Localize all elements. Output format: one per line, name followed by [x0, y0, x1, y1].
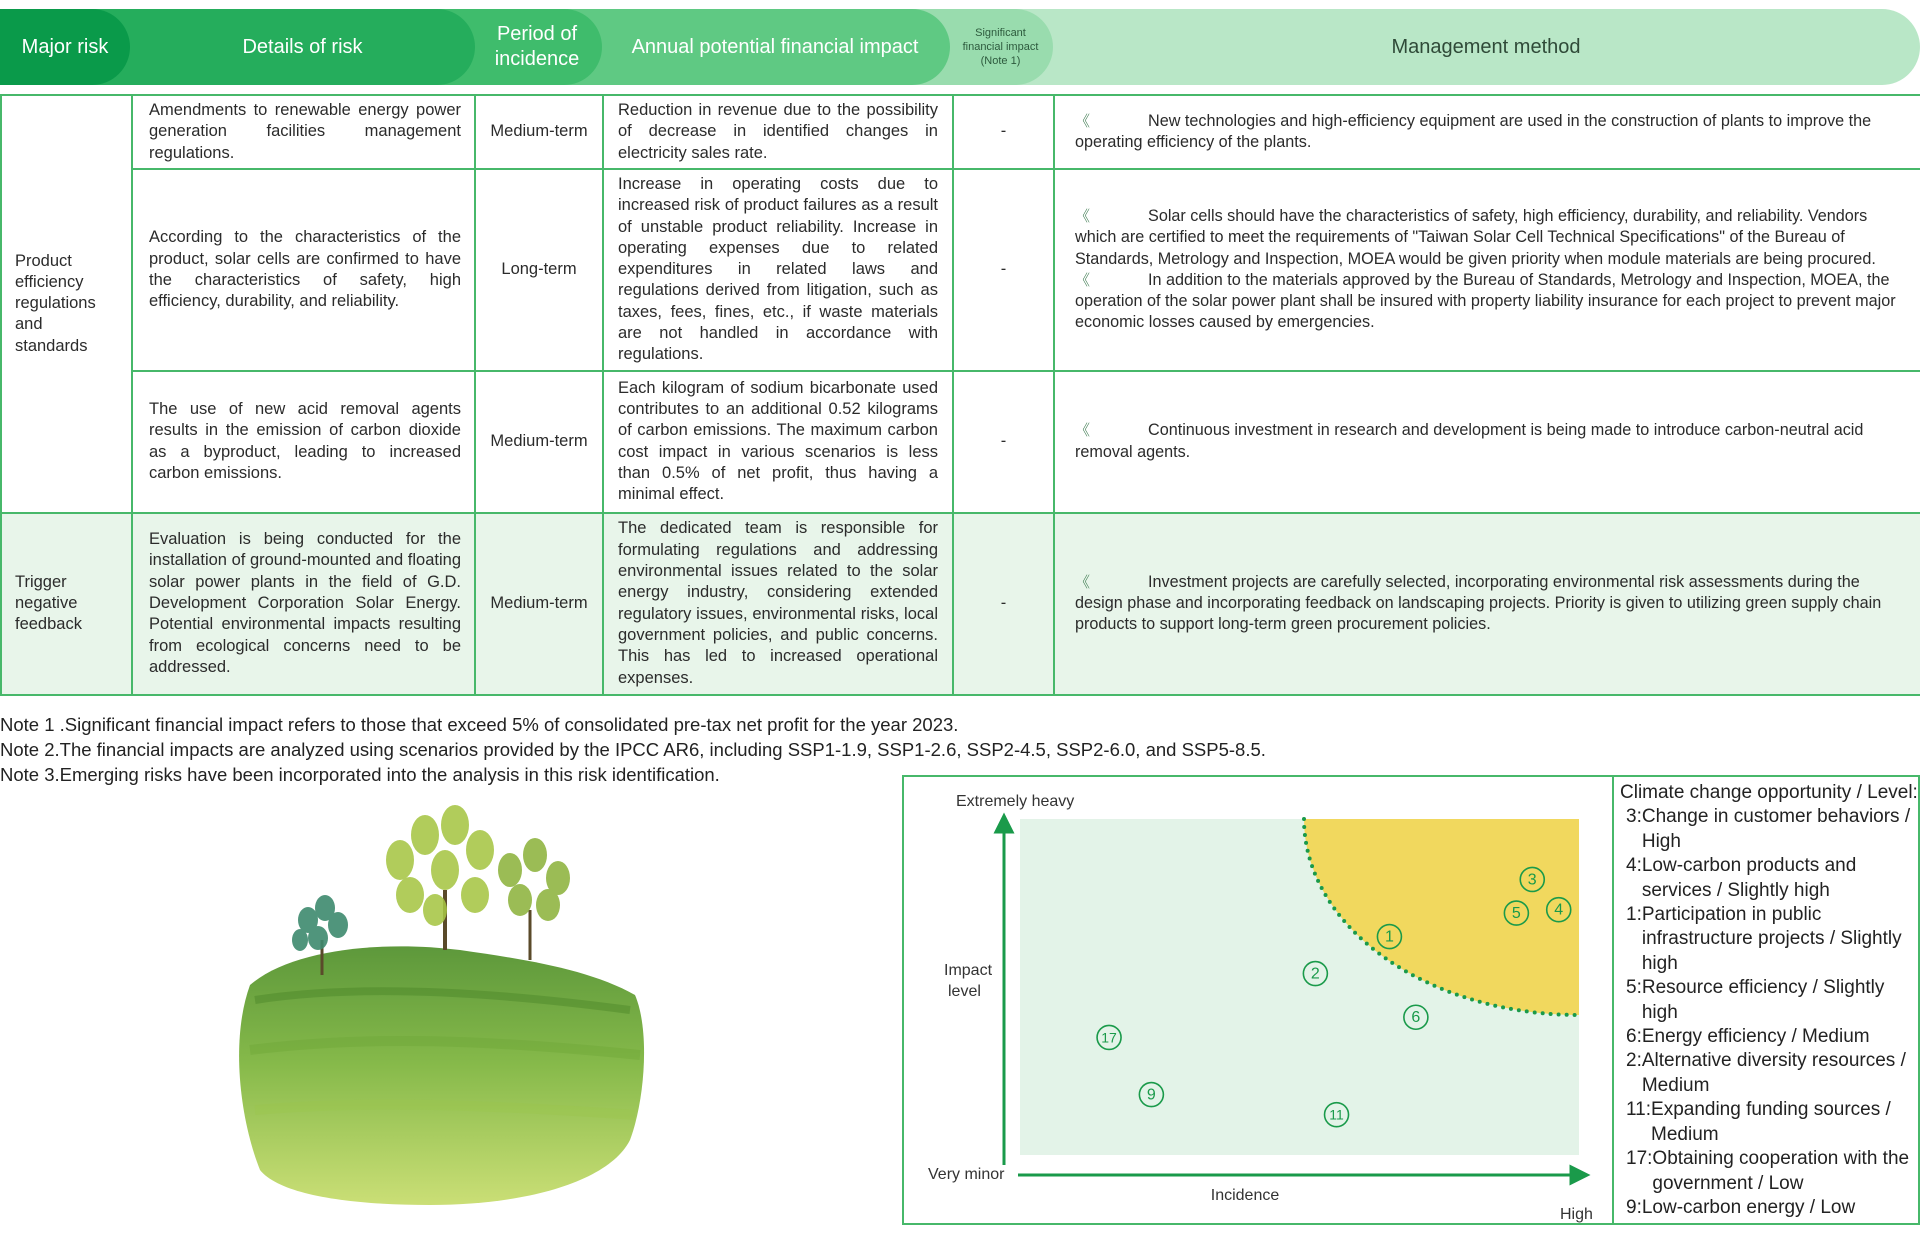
legend-item-number: 17 [1626, 1148, 1648, 1170]
period-cell: Long-term [475, 169, 603, 371]
point-label: 3 [1527, 871, 1537, 889]
header-significant: Significant financial impact (Note 1) [0, 9, 1053, 85]
significant-cell: - [953, 371, 1054, 513]
point-label: 1 [1384, 928, 1394, 946]
header-period: Period of incidence [0, 9, 602, 85]
management-cell: 《 Solar cells should have the characteristics of safety, high efficiency, durability, and reliability. Vendors which are certified to meet the requirements of "Taiwan Solar Cell Technical Specifications" of the Bureau of Standards, Metrology and Inspection, MOEA would be given priority when module materials are being procured. 《 In addition to the materials approved by the Bureau of Standards, Metrology and Inspection, MOEA, the operation of the solar power plant shall be insured with property liability insurance for each project to prevent major economic losses caused by emergencies. [1054, 169, 1920, 371]
legend-item-text: Participation in public infrastructure projects / Slightly high [1641, 904, 1902, 974]
impact-cell: Each kilogram of sodium bicarbonate used contributes to an additional 0.52 kilograms of carbon emissions. The maximum carbon cost impact in various scenarios is less than 0.5% of net profit, thus having a minimal effect. [603, 371, 953, 513]
detail-cell: According to the characteristics of the product, solar cells are confirmed to have the characteristics of safety, high efficiency, durability, and reliability. [132, 169, 475, 371]
table-header [0, 9, 1920, 85]
legend-item-number: 5 [1626, 977, 1637, 999]
legend-item [1620, 805, 1918, 854]
point-label: 9 [1146, 1086, 1156, 1104]
legend-item-text: Low-carbon products and services / Slightly high [1641, 855, 1857, 901]
legend-item [1620, 1147, 1918, 1196]
management-cell: 《 Investment projects are carefully selected, incorporating environmental risk assessments during the design phase and incorporating feedback on landscaping projects. Priority is given to utilizing green supply chain products to support long-term green procurement policies. [1054, 513, 1920, 695]
legend-item-colon: : [1636, 806, 1642, 828]
x-end-label: High [1560, 1206, 1593, 1223]
management-cell: 《 New technologies and high-efficiency equipment are used in the construction of plants to improve the operating efficiency of the plants. [1054, 95, 1920, 169]
y-top-label: Extremely heavy [956, 793, 1075, 810]
watercolor-hill-illustration [230, 800, 670, 1220]
y-axis-label-line-2: level [948, 983, 981, 1000]
note-2: Note 2.The financial impacts are analyzed using scenarios provided by the IPCC AR6, including SSP1-1.9, SSP1-2.6, SSP2-4.5, SSP2-6.0, and SSP5-8.5. [0, 739, 1266, 760]
legend-item-colon: : [1636, 1050, 1642, 1072]
legend-item-colon: : [1636, 977, 1642, 999]
bullet-icon: 《 [1075, 112, 1091, 130]
legend-item-number: 4 [1626, 855, 1637, 877]
header-management: Management method [0, 9, 1920, 85]
legend-title: Climate change opportunity / Level: [1620, 782, 1918, 803]
header-annual-impact: Annual potential financial impact [0, 9, 950, 85]
legend-item-colon: : [1636, 855, 1642, 877]
significant-cell: - [953, 169, 1054, 371]
note-1: Note 1 .Significant financial impact refers to those that exceed 5% of consolidated pre-tax net profit for the year 2023. [0, 714, 959, 735]
legend-item [1620, 1196, 1918, 1220]
note-3: Note 3.Emerging risks have been incorporated into the analysis in this risk identification. [0, 764, 720, 785]
header-details: Details of risk [0, 9, 475, 85]
legend-item-colon: : [1636, 1196, 1642, 1218]
detail-cell: Evaluation is being conducted for the installation of ground-mounted and floating solar power plants in the field of G.D. Development Corporation Solar Energy. Potential environmental impacts resulting from ecological concerns need to be addressed. [132, 513, 475, 695]
detail-cell: The use of new acid removal agents results in the emission of carbon dioxide as a byproduct, leading to increased carbon emissions. [132, 371, 475, 513]
matrix-svg [904, 777, 1615, 1227]
point-label: 17 [1101, 1029, 1117, 1046]
impact-cell: Increase in operating costs due to increased risk of product failures as a result of unstable product reliability. Increase in operating expenses due to related expenditures in related laws and regulations derived from litigation, such as taxes, fees, fines, etc., if waste materials are not handled in accordance with regulations. [603, 169, 953, 371]
point-label: 5 [1511, 905, 1521, 923]
period-cell: Medium-term [475, 371, 603, 513]
bullet-icon: 《 [1075, 422, 1091, 440]
header-major-risk: Major risk [0, 9, 130, 85]
legend-item-number: 2 [1626, 1050, 1637, 1072]
point-label: 2 [1310, 965, 1320, 983]
opportunity-matrix-chart [902, 775, 1613, 1225]
legend-item [1620, 976, 1918, 1025]
bullet-icon: 《 [1075, 573, 1091, 591]
significant-cell: - [953, 513, 1054, 695]
detail-cell: Amendments to renewable energy power generation facilities management regulations. [132, 95, 475, 169]
legend-item-colon: : [1645, 1099, 1652, 1121]
point-label: 6 [1411, 1009, 1421, 1027]
impact-cell: The dedicated team is responsible for formulating regulations and addressing environmental issues related to the solar energy industry, considering extended regulatory issues, environmental risks, local government policies, and public concerns. This has led to increased operational expenses. [603, 513, 953, 695]
table-row [1, 95, 1920, 169]
legend-item-text: Change in customer behaviors / High [1641, 806, 1911, 852]
legend-item-text: Obtaining cooperation with the government / Low [1652, 1148, 1910, 1194]
significant-cell: - [953, 95, 1054, 169]
opportunity-legend [1612, 775, 1920, 1225]
table-row [1, 371, 1920, 513]
origin-label: Very minor [928, 1166, 1005, 1183]
legend-item-number: 6 [1626, 1026, 1637, 1048]
legend-item-number: 9 [1626, 1196, 1637, 1218]
legend-item-text: Expanding funding sources / Medium [1651, 1099, 1891, 1145]
legend-item-number: 11 [1626, 1099, 1646, 1121]
legend-item-text: Alternative diversity resources / Medium [1641, 1050, 1906, 1096]
legend-item [1620, 854, 1918, 903]
bullet-icon: 《 [1075, 271, 1091, 289]
major-risk-cell: Trigger negative feedback [1, 513, 132, 695]
legend-item-colon: : [1636, 904, 1642, 926]
point-label: 11 [1329, 1106, 1344, 1123]
management-cell: 《 Continuous investment in research and development is being made to introduce carbon-neutral acid removal agents. [1054, 371, 1920, 513]
period-cell: Medium-term [475, 95, 603, 169]
legend-list [1620, 805, 1918, 1220]
bullet-icon: 《 [1075, 207, 1091, 225]
table-row [1, 513, 1920, 695]
period-cell: Medium-term [475, 513, 603, 695]
y-axis-label [944, 962, 996, 1000]
legend-item-number: 3 [1626, 806, 1637, 828]
x-axis-label: Incidence [1210, 1187, 1280, 1204]
legend-item-text: Energy efficiency / Medium [1641, 1026, 1870, 1048]
y-axis-label-line-1: Impact [944, 962, 993, 979]
legend-item-colon: : [1647, 1148, 1653, 1170]
point-label: 4 [1554, 901, 1564, 919]
legend-item [1620, 1049, 1918, 1098]
legend-item [1620, 903, 1918, 976]
legend-item-colon: : [1636, 1026, 1642, 1048]
legend-item-number: 1 [1626, 904, 1637, 926]
legend-item-text: Resource efficiency / Slightly high [1641, 977, 1885, 1023]
major-risk-cell: Product efficiency regulations and standards [1, 95, 132, 513]
risk-table [0, 94, 1920, 696]
legend-item-text: Low-carbon energy / Low [1641, 1196, 1856, 1218]
legend-item [1620, 1098, 1918, 1147]
table-row [1, 169, 1920, 371]
legend-item [1620, 1025, 1918, 1049]
impact-cell: Reduction in revenue due to the possibility of decrease in identified changes in electricity sales rate. [603, 95, 953, 169]
